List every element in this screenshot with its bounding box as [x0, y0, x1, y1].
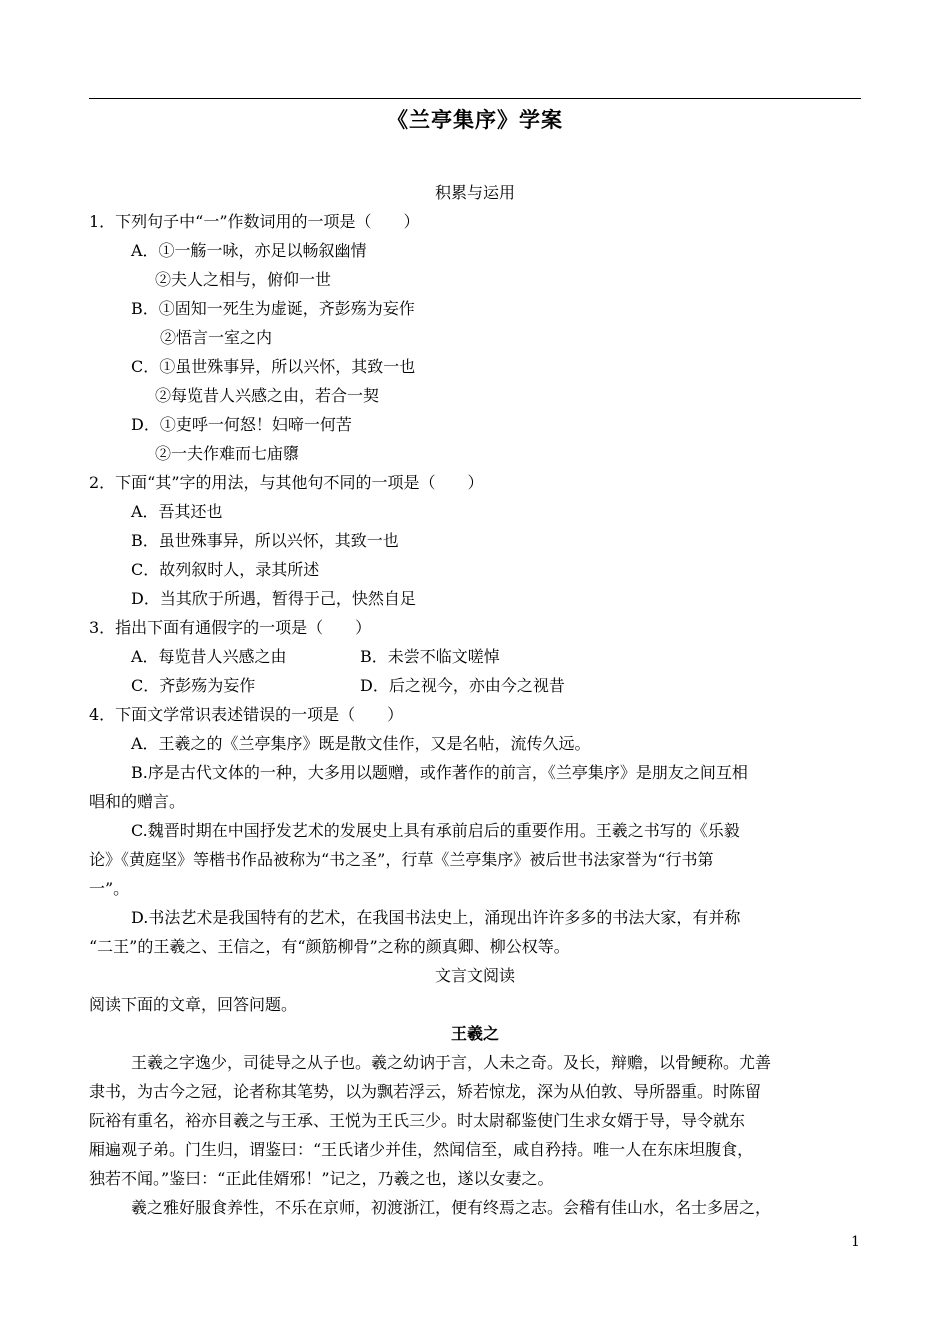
header-rule	[89, 98, 861, 99]
q3-option-d: D．后之视今，亦由今之视昔	[360, 676, 565, 695]
section-heading-reading: 文言文阅读	[434, 966, 515, 985]
q2-stem: 2．下面“其”字的用法，与其他句不同的一项是（ ）	[89, 473, 484, 492]
q4-option-d-line2: “二王”的王羲之、王信之，有“颜筋柳骨”之称的颜真卿、柳公权等。	[89, 937, 570, 956]
page-title: 《兰亭集序》学案	[387, 107, 563, 132]
q3-option-b: B．未尝不临文嗟悼	[360, 647, 500, 666]
q1-option-a2: ②夫人之相与，俯仰一世	[155, 270, 332, 289]
passage-line: 厢遍观子弟。门生归，谓鉴曰：“王氏诸少并佳，然闻信至，咸自矜持。唯一人在东床坦腹食，	[89, 1140, 754, 1159]
passage-line: 独若不闻。”鉴曰：“正此佳婿邪！”记之，乃羲之也，遂以女妻之。	[89, 1169, 554, 1188]
q2-option-a: A．吾其还也	[131, 502, 223, 521]
q1-option-d1: D．①吏呼一何怒！妇啼一何苦	[131, 415, 352, 434]
q4-option-c-line2: 论》《黄庭坚》等楷书作品被称为“书之圣”，行草《兰亭集序》被后世书法家誉为“行书第	[89, 850, 714, 869]
passage-line: 阮裕有重名，裕亦目羲之与王承、王悦为王氏三少。时太尉郗鉴使门生求女婿于导，导令就东	[89, 1111, 746, 1130]
q4-option-b-line2: 唱和的赠言。	[89, 792, 186, 811]
q3-option-a: A．每览昔人兴感之由	[131, 647, 287, 666]
q2-option-b: B．虽世殊事异，所以兴怀，其致一也	[131, 531, 399, 550]
reading-instruction: 阅读下面的文章，回答问题。	[89, 995, 298, 1014]
q4-stem: 4．下面文学常识表述错误的一项是（ ）	[89, 705, 404, 724]
passage-line: 隶书，为古今之冠，论者称其笔势，以为飘若浮云，矫若惊龙，深为从伯敦、导所器重。时陈留	[89, 1082, 762, 1101]
passage-title: 王羲之	[450, 1024, 499, 1043]
passage-line: 王羲之字逸少，司徒导之从子也。羲之幼讷于言，人未之奇。及长，辩赡，以骨鲠称。尤善	[131, 1053, 772, 1072]
q2-option-c: C．故列叙时人，录其所述	[131, 560, 320, 579]
q1-option-a1: A．①一觞一咏，亦足以畅叙幽情	[131, 241, 367, 260]
q1-option-c2: ②每览昔人兴感之由，若合一契	[155, 386, 380, 405]
section-heading-practice: 积累与运用	[434, 183, 515, 202]
passage-line: 羲之雅好服食养性，不乐在京师，初渡浙江，便有终焉之志。会稽有佳山水，名士多居之，	[131, 1198, 772, 1217]
q2-option-d: D．当其欣于所遇，暂得于己，快然自足	[131, 589, 416, 608]
q4-option-b-line1: B.序是古代文体的一种，大多用以题赠，或作著作的前言，《兰亭集序》是朋友之间互相	[131, 763, 748, 782]
q1-stem: 1．下列句子中“一”作数词用的一项是（ ）	[89, 212, 420, 231]
q1-option-d2: ②一夫作难而七庙隳	[155, 444, 300, 463]
q3-option-c: C．齐彭殇为妄作	[131, 676, 256, 695]
q4-option-c-line3: 一”。	[89, 879, 130, 898]
q4-option-d-line1: D.书法艺术是我国特有的艺术，在我国书法史上，涌现出许许多多的书法大家，有并称	[131, 908, 741, 927]
page-number: 1	[851, 1234, 860, 1250]
q4-option-a: A．王羲之的《兰亭集序》既是散文佳作，又是名帖，流传久远。	[131, 734, 591, 753]
q1-option-b1: B．①固知一死生为虚诞，齐彭殇为妄作	[131, 299, 415, 318]
q4-option-c-line1: C.魏晋时期在中国抒发艺术的发展史上具有承前启后的重要作用。王羲之书写的《乐毅	[131, 821, 740, 840]
q1-option-c1: C．①虽世殊事异，所以兴怀，其致一也	[131, 357, 416, 376]
q1-option-b2: ②悟言一室之内	[160, 328, 273, 347]
q3-stem: 3．指出下面有通假字的一项是（ ）	[89, 618, 372, 637]
